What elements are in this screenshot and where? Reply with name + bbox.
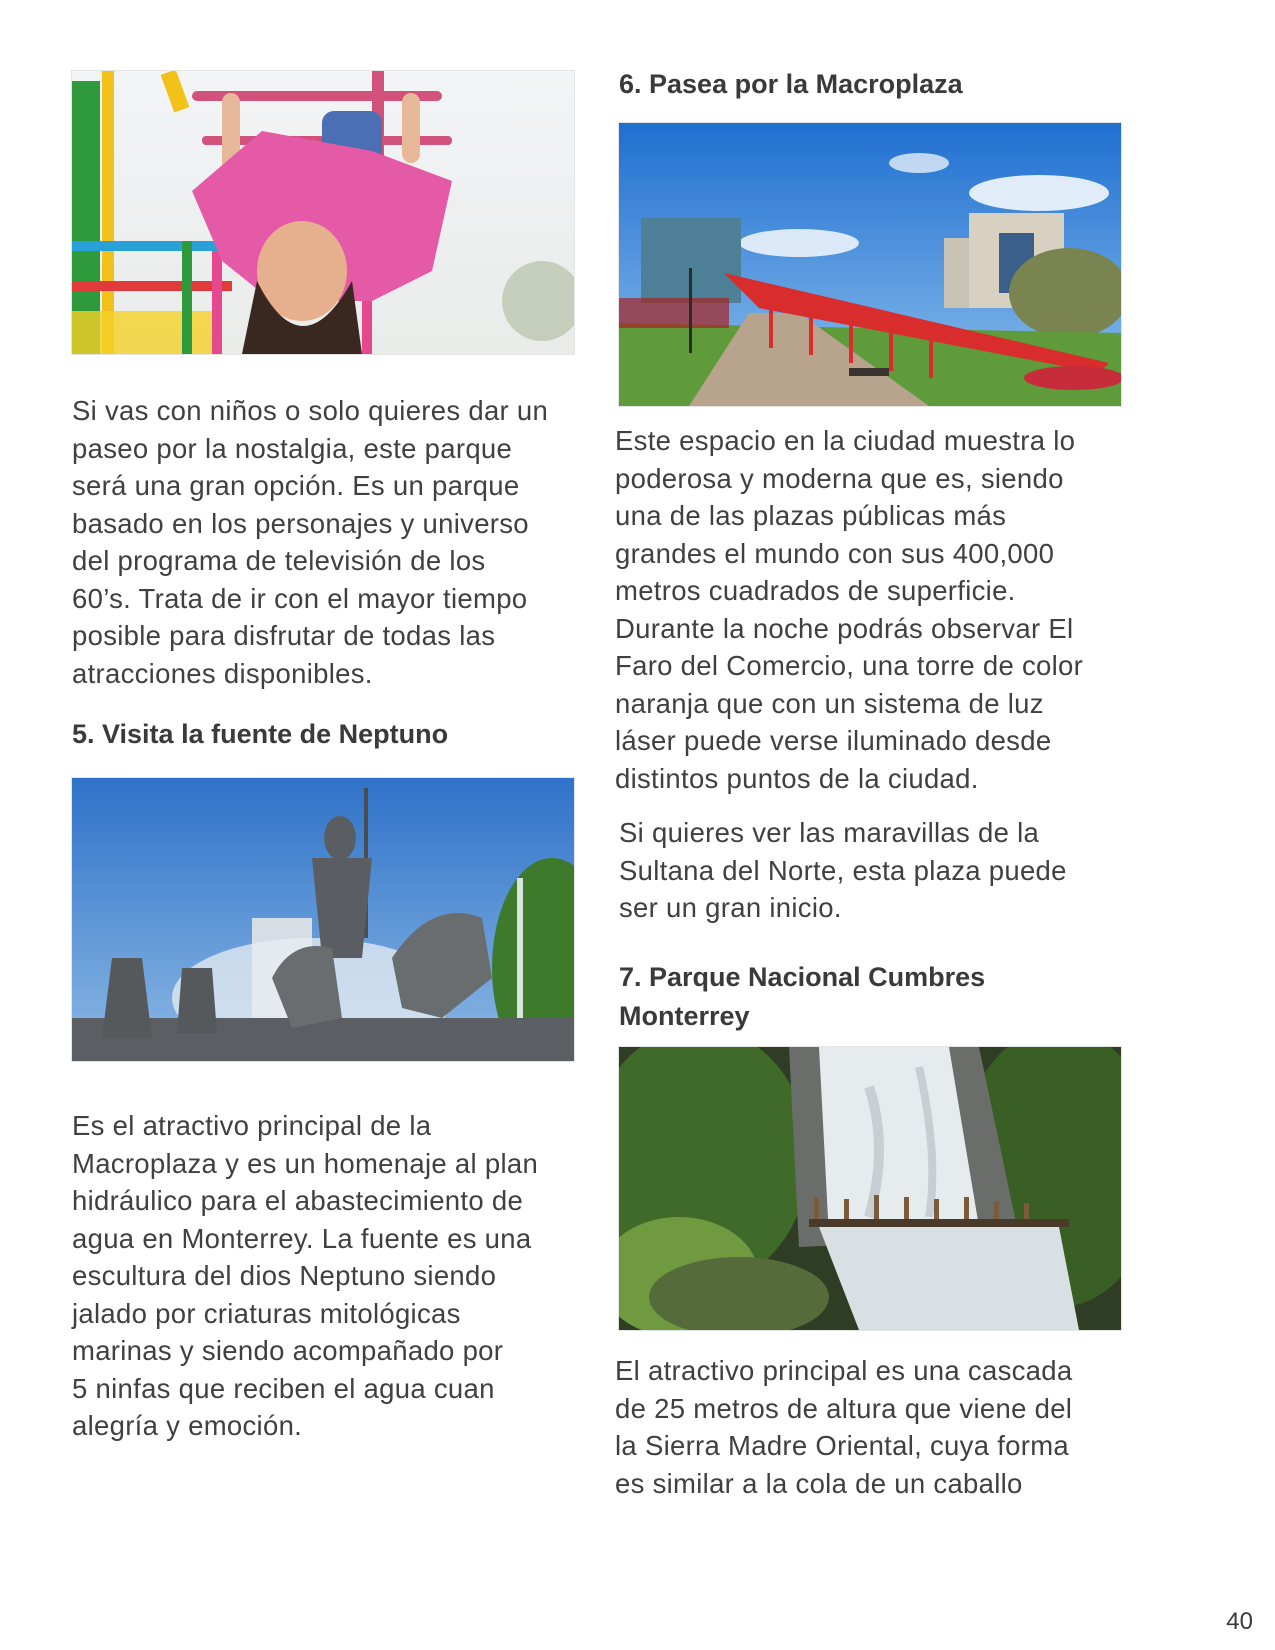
neptuno-image (72, 778, 574, 1061)
section7-paragraph: El atractivo principal es una cascada de 25 metros de altura que viene del la Sierra Madre Oriental, cuya forma es similar a la cola de un caballo (615, 1355, 1073, 1499)
cascada-photo (618, 1046, 1122, 1331)
section6-paragraph: Este espacio en la ciudad muestra lo poderosa y moderna que es, siendo una de las plazas públicas más grandes el mundo con sus 400,000 metros cuadrados de superficie. Durante la noche podrás observar El Faro del Comercio, una torre de color naranja que con un sistema de luz láser puede verse iluminado desde distintos puntos de la ciudad. (615, 425, 1084, 794)
cascada-image (619, 1047, 1121, 1330)
intro-paragraph: Si vas con niños o solo quieres dar un paseo por la nostalgia, este parque será una gran opción. Es un parque basado en los personajes y universo del programa de televisión de los 60’s. Trata de ir con el mayor tiempo posible para disfrutar de todas las atracciones disponibles. (72, 395, 549, 689)
section6-heading: 6. Pasea por la Macroplaza (619, 69, 963, 99)
section7-heading: 7. Parque Nacional Cumbres Monterrey (619, 962, 986, 1031)
macroplaza-image (619, 123, 1121, 406)
section5-paragraph: Es el atractivo principal de la Macroplaza y es un homenaje al plan hidráulico para el abastecimiento de agua en Monterrey. La fuente es una escultura del dios Neptuno siendo jalado por criaturas mitológicas marinas y siendo acompañado por 5 ninfas que reciben el agua cuan alegría y emoción. (72, 1110, 539, 1441)
playground-photo (71, 70, 575, 355)
page-number: 40 (1226, 1608, 1253, 1635)
macroplaza-photo (618, 122, 1122, 407)
section6-paragraph-2: Si quieres ver las maravillas de la Sultana del Norte, esta plaza puede ser un gran inicio. (619, 817, 1067, 923)
section5-heading: 5. Visita la fuente de Neptuno (72, 719, 449, 749)
neptuno-photo (71, 777, 575, 1062)
playground-image (72, 71, 574, 354)
